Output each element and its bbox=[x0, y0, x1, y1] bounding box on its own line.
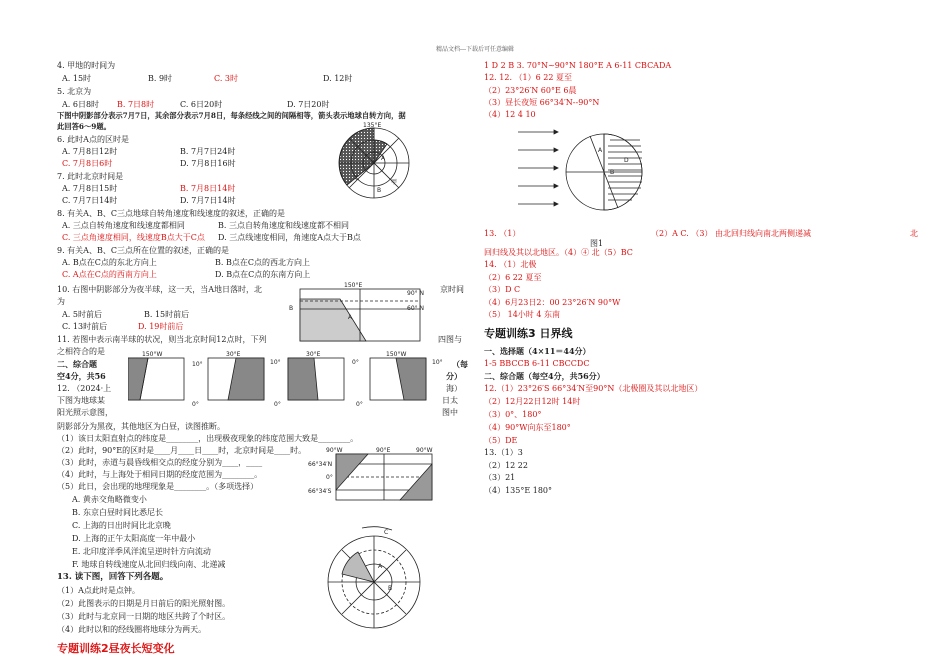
s3-answer: 12.（1）23°26′S 66°34′N至90°N（北极圈及其以北地区） bbox=[484, 384, 703, 393]
night-hemisphere-diagram bbox=[286, 279, 436, 343]
q13-part: （4）此时以和的经线圈将地球分为两天。 bbox=[57, 625, 207, 634]
q12-line-d: 阴影部分为黑夜，其他地区为白昼，读图推断。 bbox=[57, 422, 225, 431]
rect1-top-label: 150°E bbox=[344, 282, 363, 289]
polar-diagram bbox=[333, 122, 415, 204]
q11-stem: 11. 若图中表示南半球的状况，则当北京时间12点时，下列 bbox=[57, 335, 267, 344]
svg-text:A: A bbox=[348, 314, 353, 321]
q10-option-b: B. 15时前后 bbox=[144, 310, 190, 319]
figure-label: 图1 bbox=[590, 239, 604, 248]
q5-option-b: B. 7日8时 bbox=[117, 100, 155, 109]
rect2-n: 66°34′N bbox=[308, 461, 333, 468]
q12-part1: （1）该日太阳直射点的纬度是________，出现极夜现象的纬度范围大致是________。 bbox=[57, 434, 359, 443]
rect2-t2: 90°E bbox=[376, 447, 391, 454]
q12-option: B. 东京白昼时间比悉尼长 bbox=[72, 508, 163, 517]
four-panel-diagram bbox=[128, 350, 453, 408]
rect2-s: 66°34′S bbox=[308, 488, 332, 495]
q13-part: （2）此图表示的日期是月日前后的阳光照射图。 bbox=[57, 599, 231, 608]
q12-part4: （4）此时，与上海处于相同日期的经度范围为________。 bbox=[57, 470, 263, 479]
q9-option-d: D. B点在C点的东南方向上 bbox=[215, 270, 311, 279]
svg-text:甲: 甲 bbox=[391, 179, 398, 186]
q4-option-a: A. 15时 bbox=[62, 74, 92, 83]
q12-line-c-right: 图中 bbox=[442, 408, 458, 417]
rect2-m: 0° bbox=[326, 474, 333, 481]
panel-b3: 0° bbox=[356, 401, 363, 408]
sunlight-globe-diagram bbox=[518, 122, 658, 232]
q11-stem-2: 之相符合的是 bbox=[57, 347, 105, 356]
q12-part2: （2）此时，90°E的区时是____月____日____时，北京时间是____时。 bbox=[57, 446, 307, 455]
q5-option-d: D. 7日20时 bbox=[287, 100, 330, 109]
q4-option-b: B. 9时 bbox=[148, 74, 173, 83]
panel-a-label: 150°W bbox=[142, 351, 163, 358]
footer-title: 专题训练2昼夜长短变化 bbox=[57, 642, 175, 655]
q10-stem-right: 京时间 bbox=[440, 285, 464, 294]
q12-line-c: 阳光照示意图， bbox=[57, 408, 113, 417]
q7-stem: 7. 此时北京时间是 bbox=[57, 172, 124, 181]
q10-stem-2: 为 bbox=[57, 297, 65, 306]
q12-option: C. 上海的日出时间比北京晚 bbox=[72, 521, 171, 530]
q5-option-a: A. 6日8时 bbox=[62, 100, 100, 109]
q13-part: （3）此时与北京同一日期的地区共跨了个时区。 bbox=[57, 612, 231, 621]
s3-answer: （4）135°E 180° bbox=[484, 486, 553, 495]
s3-answer: 13.（1）3 bbox=[484, 448, 523, 457]
s3-answer: （4）90°W向东至180° bbox=[484, 423, 571, 432]
s3-answer: （3）21 bbox=[484, 473, 516, 482]
rect1-n2-label: 60° N bbox=[407, 305, 425, 312]
q8-option-b: B. 三点自转角速度和线速度都不相同 bbox=[218, 221, 349, 230]
q9-stem: 9. 有关A、B、C三点所在位置的叙述，正确的是 bbox=[57, 246, 229, 255]
section2-score: 空4分，共56 bbox=[57, 371, 106, 381]
panel-b bbox=[208, 358, 264, 400]
q5-stem: 5. 北京为 bbox=[57, 87, 92, 96]
panel-b-label: 30°E bbox=[226, 351, 241, 358]
answer-13-d: 回归线及其以北地区。（4）④ 北（5）BC bbox=[484, 248, 633, 257]
answer-14-3: （3）D C bbox=[484, 285, 521, 294]
q8-option-c: C. 三点角速度相同，线速度B点大于C点 bbox=[62, 233, 205, 242]
page-header: 精品文档---下载后可任意编辑 bbox=[435, 46, 515, 53]
q4-option-d: D. 12时 bbox=[323, 74, 353, 83]
q9-option-c: C. A点在C点的西南方向上 bbox=[62, 270, 157, 279]
panel-b2: 0° bbox=[274, 401, 281, 408]
answer-14: 14. （1）北极 bbox=[484, 260, 537, 269]
svg-text:B: B bbox=[610, 169, 615, 176]
answer-12-3: （3）昼长夜短 66°34′N--90°N bbox=[484, 98, 600, 107]
svg-text:A: A bbox=[378, 563, 383, 570]
q11-stem-right: 四图与 bbox=[438, 335, 462, 344]
q6-option-d: D. 7月8日16时 bbox=[180, 159, 236, 168]
q7-option-b: B. 7月8日14时 bbox=[180, 184, 236, 193]
q7-option-c: C. 7月7日14时 bbox=[62, 196, 118, 205]
q10-stem: 10. 右图中阴影部分为夜半球，这一天，当A地日落时，北 bbox=[57, 285, 263, 294]
panel-l1: 10° bbox=[192, 361, 203, 368]
q9-option-b: B. B点在C点的西北方向上 bbox=[215, 258, 310, 267]
q4-stem: 4. 甲地的时间为 bbox=[57, 61, 116, 70]
answer-13-c: 北 bbox=[910, 229, 918, 238]
s3-answer: （2）12 22 bbox=[484, 461, 528, 470]
q12-line-b-right: 日太 bbox=[442, 396, 458, 405]
s3-answer: （5）DE bbox=[484, 436, 518, 445]
q10-option-c: C. 13时前后 bbox=[62, 322, 108, 331]
q8-option-a: A. 三点自转角速度和线速度都相同 bbox=[62, 221, 185, 230]
svg-text:B: B bbox=[388, 585, 393, 592]
answer-12-4: （4）12 4 10 bbox=[484, 110, 536, 119]
q13-stem: 13. 读下图，回答下列各题。 bbox=[57, 572, 169, 582]
section2-title-right: （每 bbox=[452, 359, 468, 369]
q8-stem: 8. 有关A、B、C三点地球自转角速度和线速度的叙述，正确的是 bbox=[57, 209, 285, 218]
q6-option-c: C. 7月8日6时 bbox=[62, 159, 113, 168]
q12-part3: （3）此时，赤道与晨昏线相交点的经度分别为____，____ bbox=[57, 458, 263, 467]
section2-title: 二、综合题 bbox=[57, 359, 97, 369]
q13-part: （1）A点此时是点钟。 bbox=[57, 586, 140, 595]
q7-option-d: D. 7月7日14时 bbox=[180, 196, 236, 205]
q12-part5: （5）此日，会出现的地理现象是________。（多项选择） bbox=[57, 482, 259, 491]
q12-line-b: 下图为地球某 bbox=[57, 396, 105, 405]
q12-option: F. 地球自转线速度从北回归线向南、北递减 bbox=[72, 560, 226, 569]
panel-b1: 0° bbox=[192, 401, 199, 408]
answer-line-1: 1 D 2 B 3. 70°N~90°N 180°E A 6-11 CBCADA bbox=[484, 61, 672, 70]
q10-option-d: D. 19时前后 bbox=[138, 322, 184, 331]
s3-choice-title: 一、选择题（4×11＝44分） bbox=[484, 346, 591, 356]
polar-top-label: 135°E bbox=[363, 122, 382, 129]
instruction-line2: 此回答6～9题。 bbox=[57, 122, 111, 131]
illumination-diagram bbox=[306, 444, 438, 506]
rect2-t1: 90°W bbox=[326, 447, 343, 454]
section3-title: 专题训练3 日界线 bbox=[484, 327, 573, 340]
section2-score-right: 分） bbox=[446, 371, 462, 381]
svg-text:C: C bbox=[384, 529, 389, 536]
s3-choice-answers: 1-5 BBCCB 6-11 CBCCDC bbox=[484, 359, 590, 368]
rect2-t3: 90°W bbox=[416, 447, 433, 454]
q12-option: D. 上海的正午太阳高度一年中最小 bbox=[72, 534, 196, 543]
svg-text:B: B bbox=[289, 305, 294, 312]
panel-d bbox=[370, 358, 426, 400]
panel-d-label: 150°W bbox=[386, 351, 407, 358]
q8-option-d: D. 三点线速度相同，角速度A点大于B点 bbox=[218, 233, 361, 242]
svg-text:D: D bbox=[624, 157, 629, 164]
q5-option-c: C. 6日20时 bbox=[180, 100, 223, 109]
instruction-line1: 下图中阴影部分表示7月7日，其余部分表示7月8日，每条经线之间的间隔相等，箭头表示地球自转方向，据 bbox=[57, 111, 406, 120]
answer-13-a: 13. （1） bbox=[484, 229, 521, 238]
q6-option-b: B. 7月7日24时 bbox=[180, 147, 236, 156]
answer-12-2: （2）23°26′N 60°E 6晨 bbox=[484, 86, 577, 95]
q12-line-a-right: 海） bbox=[446, 384, 462, 393]
answer-12: 12. 12. （1）6 22 夏至 bbox=[484, 73, 572, 82]
q4-option-c: C. 3时 bbox=[214, 74, 239, 83]
answer-13-b: （2）A C. （3） 由北回归线向南北两侧递减 bbox=[651, 229, 811, 238]
q6-option-a: A. 7月8日12时 bbox=[62, 147, 118, 156]
q10-option-a: A. 5时前后 bbox=[62, 310, 102, 319]
panel-c bbox=[288, 358, 344, 400]
svg-text:B: B bbox=[377, 187, 382, 194]
rect1-n1-label: 90° N bbox=[407, 290, 425, 297]
q12-option: A. 黄赤交角略微变小 bbox=[72, 495, 147, 504]
answer-14-4: （4）6月23日2：00 23°26′N 90°W bbox=[484, 298, 621, 307]
svg-text:C: C bbox=[355, 175, 360, 182]
s3-comp-title: 二、综合题（每空4分，共56分） bbox=[484, 371, 605, 381]
q9-option-a: A. B点在C点的东北方向上 bbox=[62, 258, 157, 267]
svg-text:A: A bbox=[598, 147, 603, 154]
globe-diagram bbox=[318, 524, 430, 636]
answer-14-5: （5） 14小时 4 东南 bbox=[484, 310, 560, 319]
s3-answer: （3）0°、180° bbox=[484, 410, 542, 419]
answer-14-2: （2）6 22 夏至 bbox=[484, 273, 542, 282]
panel-a bbox=[128, 358, 184, 400]
panel-c-label: 30°E bbox=[306, 351, 321, 358]
panel-l4: 10° bbox=[432, 359, 443, 366]
q6-stem: 6. 此时A点的区时是 bbox=[57, 135, 129, 144]
q7-option-a: A. 7月8日15时 bbox=[62, 184, 118, 193]
svg-text:A: A bbox=[381, 155, 386, 162]
q12-option: E. 北印度洋季风洋流呈逆时针方向流动 bbox=[72, 547, 211, 556]
s3-answer: （2）12月22日12时 14时 bbox=[484, 397, 581, 406]
panel-l2: 10° bbox=[270, 359, 281, 366]
panel-l3: 0° bbox=[352, 359, 359, 366]
q12-line-a: 12. （2024·上 bbox=[57, 384, 112, 393]
